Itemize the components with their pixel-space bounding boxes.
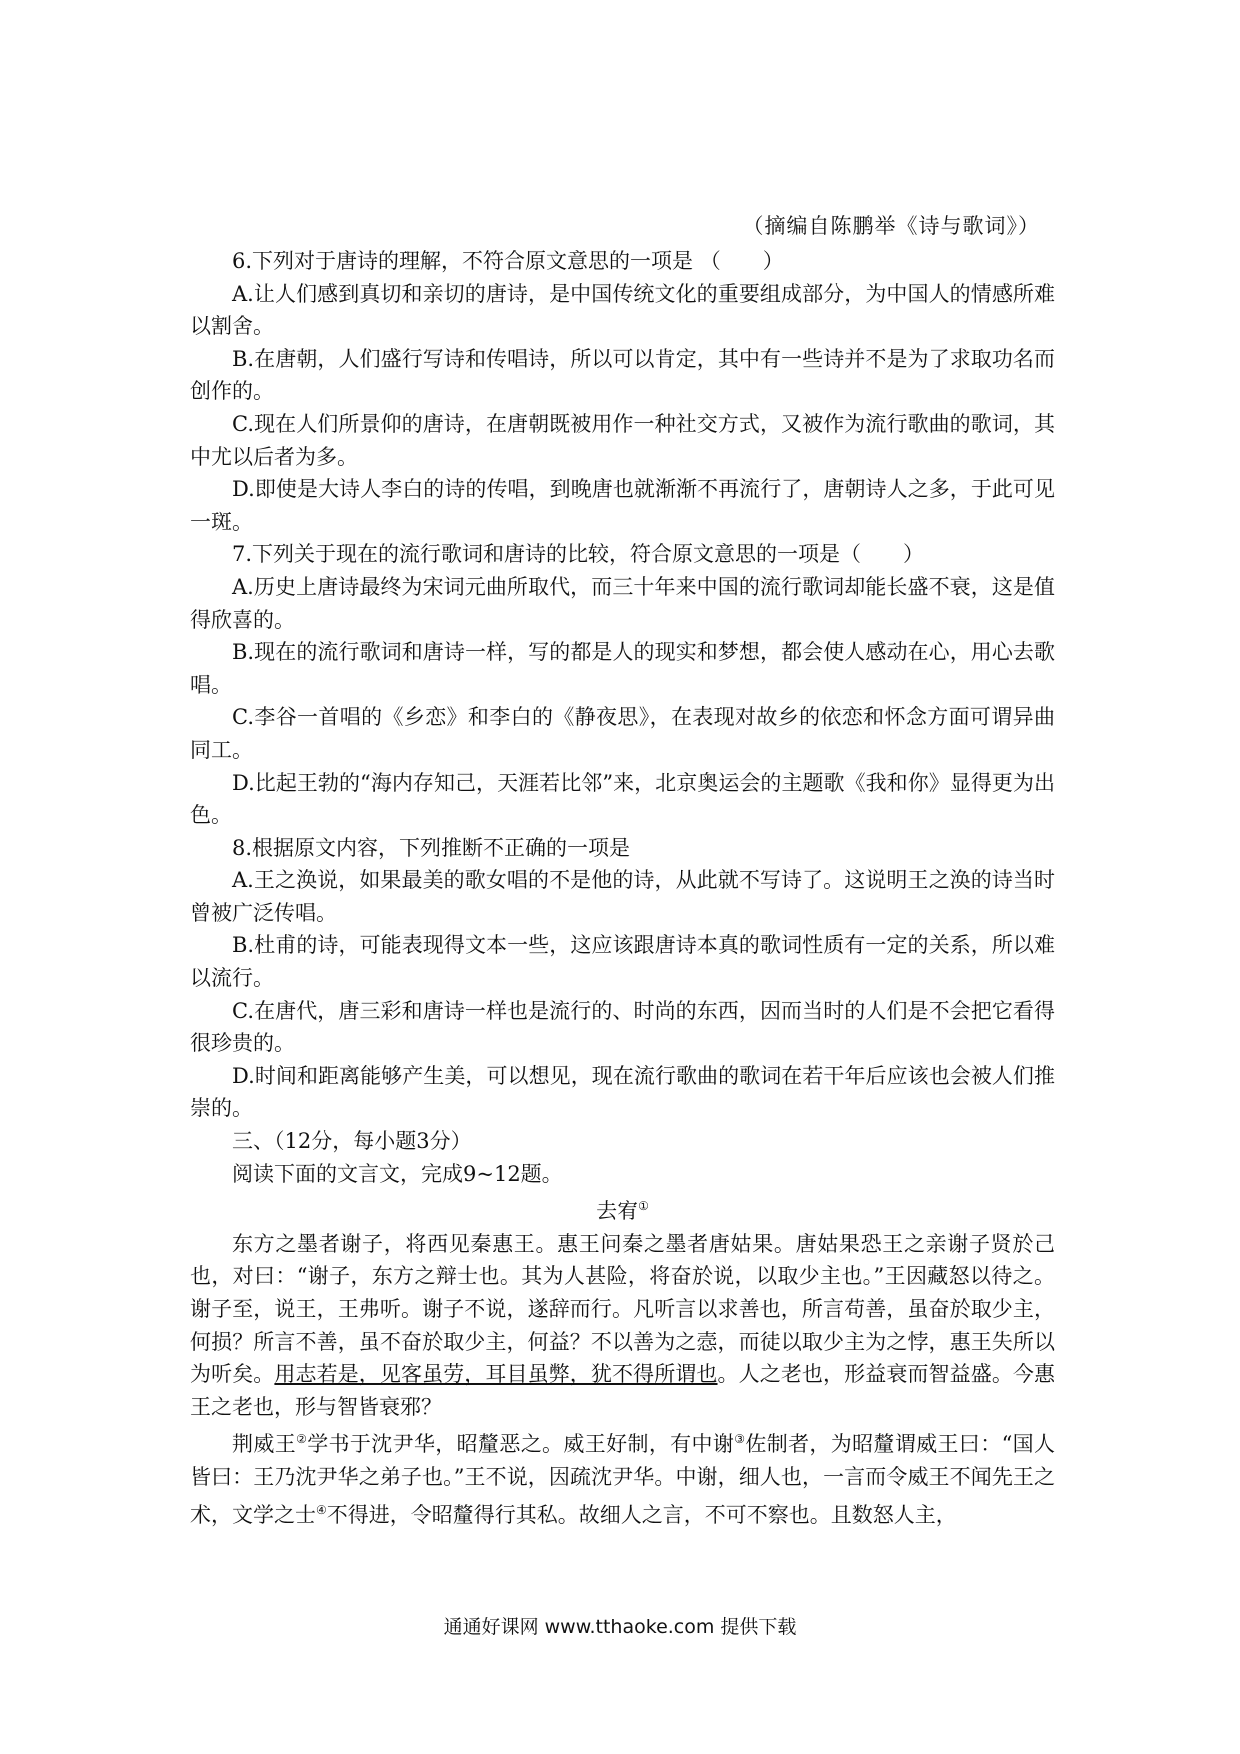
title-footnote-marker: ① <box>638 1199 649 1214</box>
section-heading: 三、（12分，每小题3分） <box>232 1129 472 1154</box>
q6-option-b: B.在唐朝，人们盛行写诗和传唱诗，所以可以肯定，其中有一些诗并不是为了求取功名而创作的。 <box>190 346 1055 404</box>
p1-text-after: 。人之老也，形益衰而智益盛。今惠王之老也，形与智皆衰邪？ <box>190 1362 1056 1419</box>
q6-option-d: D.即使是大诗人李白的诗的传唱，到晚唐也就渐渐不再流行了，唐朝诗人之多，于此可见一斑。 <box>190 477 1055 534</box>
q8-option-c: C.在唐代，唐三彩和唐诗一样也是流行的、时尚的东西，因而当时的人们是不会把它看得很珍贵的。 <box>190 998 1055 1056</box>
q7-stem: 7.下列关于现在的流行歌词和唐诗的比较，符合原文意思的一项是（ ） <box>232 542 925 567</box>
p2-text-c: 佐制者，为昭釐谓威王曰：“国人皆曰：王乃沈尹华之弟子也。”王不说，因疏沈尹华。中谢，细人也，一言而令威王不闻先王之术，文学之士 <box>190 1432 1056 1527</box>
footnote-marker-4: ④ <box>316 1502 327 1517</box>
p1-text-before: 东方之墨者谢子，将西见秦惠王。惠王问秦之墨者唐姑果。唐姑果恐王之亲谢子贤於己也，对曰：“谢子，东方之辩士也。其为人甚险，将奋於说，以取少主也。”王因藏怒以待之。谢子至，说王，王弗听。谢子不说，遂辞而行。凡听言以求善也，所言苟善，虽奋於取少主，何损？所言不善，虽不奋於取少主，何益？不以善为之悫，而徒以取少主为之悖，惠王失所以为听矣。 <box>190 1231 1055 1387</box>
section-instruction: 阅读下面的文言文，完成9~12题。 <box>232 1161 563 1186</box>
passage-title-text: 去宥 <box>596 1199 639 1224</box>
q8-option-d: D.时间和距离能够产生美，可以想见，现在流行歌曲的歌词在若干年后应该也会被人们推崇的。 <box>190 1063 1055 1121</box>
questions-body <box>190 245 1055 1531</box>
q7-option-b: B.现在的流行歌词和唐诗一样，写的都是人的现实和梦想，都会使人感动在心，用心去歌唱。 <box>190 640 1055 697</box>
passage-paragraph-1 <box>190 1228 1055 1424</box>
footnote-marker-2: ② <box>296 1432 308 1447</box>
q7-option-a: A.历史上唐诗最终为宋词元曲所取代，而三十年来中国的流行歌词却能长盛不衰，这是值得欣喜的。 <box>190 574 1055 632</box>
q8-stem: 8.根据原文内容，下列推断不正确的一项是 <box>232 835 631 860</box>
page-footer: 通通好课网 www.tthaoke.com 提供下载 <box>443 1616 797 1638</box>
p2-text-b: 学书于沈尹华，昭釐恶之。威王好制，有中谢 <box>307 1432 735 1457</box>
underlined-sentence: 用志若是，见客虽劳，耳目虽弊，犹不得所谓也 <box>274 1362 718 1387</box>
p2-text-d: 不得进，令昭釐得行其私。故细人之言，不可不察也。且数怒人主， <box>326 1502 957 1527</box>
q6-option-c: C.现在人们所景仰的唐诗，在唐朝既被用作一种社交方式，又被作为流行歌曲的歌词，其中尤以后者为多。 <box>190 411 1055 469</box>
q7-option-c: C.李谷一首唱的《乡恋》和李白的《静夜思》，在表现对故乡的依恋和怀念方面可谓异曲同工。 <box>190 705 1055 762</box>
passage-paragraph-2 <box>190 1423 1055 1531</box>
q8-option-b: B.杜甫的诗，可能表现得文本一些，这应该跟唐诗本真的歌词性质有一定的关系，所以难以流行。 <box>190 933 1055 991</box>
q6-option-a: A.让人们感到真切和亲切的唐诗，是中国传统文化的重要组成部分，为中国人的情感所难以割舍。 <box>190 281 1055 339</box>
q8-option-a: A.王之涣说，如果最美的歌女唱的不是他的诗，从此就不写诗了。这说明王之涣的诗当时曾被广泛传唱。 <box>190 868 1055 925</box>
passage-title <box>190 1190 1055 1228</box>
footnote-marker-3: ③ <box>734 1432 746 1447</box>
q6-stem: 6.下列对于唐诗的理解，不符合原文意思的一项是 （ ） <box>232 249 784 273</box>
p2-text-a: 荆威王 <box>232 1432 297 1457</box>
q7-option-d: D.比起王勃的“海内存知己，天涯若比邻”来，北京奥运会的主题歌《我和你》显得更为出色。 <box>190 770 1055 828</box>
source-citation: （摘编自陈鹏举《诗与歌词》） <box>742 214 1040 238</box>
